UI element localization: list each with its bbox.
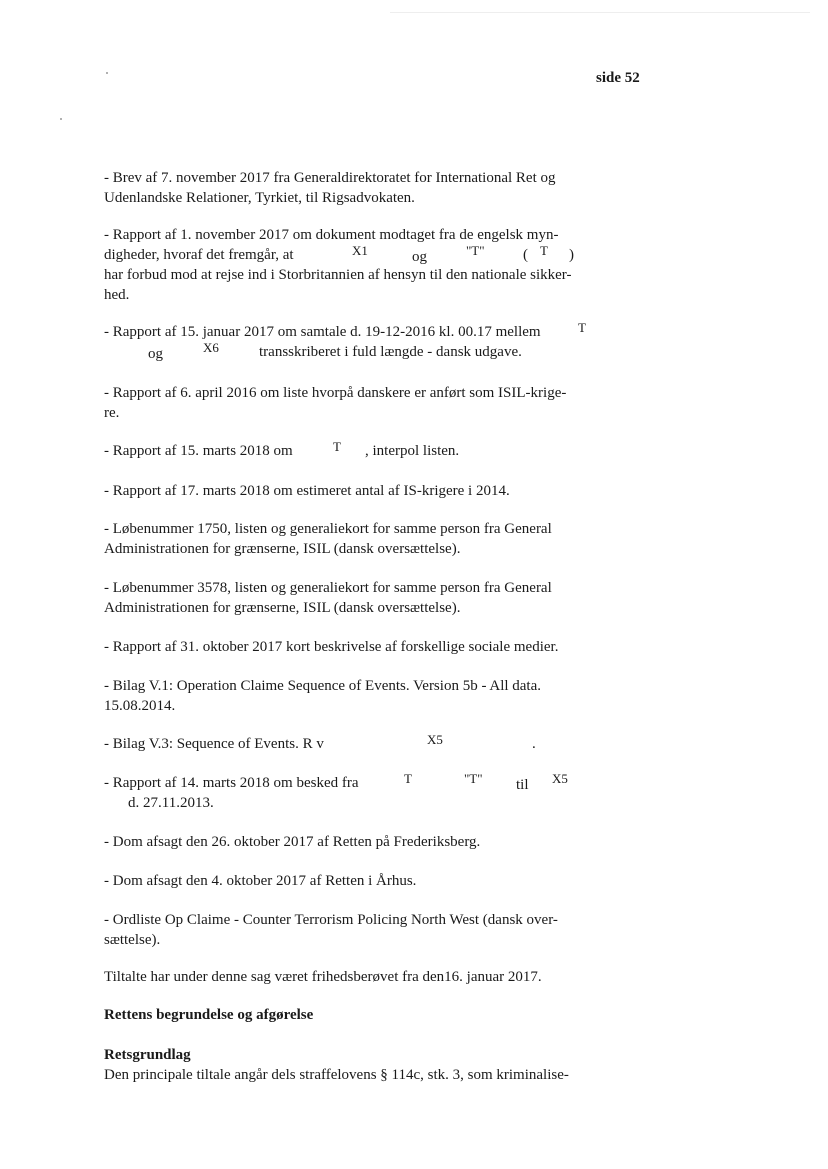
redaction-code: X6 <box>203 340 219 355</box>
redaction-code: "T" <box>464 771 483 786</box>
list-item-line: Udenlandske Relationer, Tyrkiet, til Rigsadvokaten. <box>104 190 415 206</box>
list-item-line: d. 27.11.2013. <box>128 795 214 811</box>
list-item-word: og <box>412 249 427 265</box>
redaction-code: X5 <box>552 771 568 786</box>
list-item-line: Administrationen for grænserne, ISIL (dansk oversættelse). <box>104 600 461 616</box>
paragraph: Tiltalte har under denne sag været frihedsberøvet fra den16. januar 2017. <box>104 969 542 985</box>
list-item: - Bilag V.3: Sequence of Events. R v <box>104 736 324 752</box>
list-item: - Rapport af 31. oktober 2017 kort beskrivelse af forskellige sociale medier. <box>104 639 559 655</box>
list-item-line: digheder, hvoraf det fremgår, at <box>104 247 294 263</box>
list-item: - Dom afsagt den 4. oktober 2017 af Retten i Århus. <box>104 873 417 889</box>
list-item: - Løbenummer 1750, listen og generaliekort for samme person fra General <box>104 521 552 537</box>
list-item-line: transskriberet i fuld længde - dansk udgave. <box>259 344 522 360</box>
subsection-heading: Retsgrundlag <box>104 1047 191 1063</box>
redaction-code: T <box>404 771 412 786</box>
scan-speck <box>106 72 108 74</box>
list-item-word: til <box>516 777 529 793</box>
list-item-line: har forbud mod at rejse ind i Storbritannien af hensyn til den nationale sikker- <box>104 267 572 283</box>
section-heading: Rettens begrundelse og afgørelse <box>104 1007 314 1023</box>
list-item-word: ( <box>523 247 528 263</box>
scan-edge-line <box>390 12 810 13</box>
list-item-line: re. <box>104 405 120 421</box>
redaction-code: T <box>578 320 586 335</box>
list-item: - Løbenummer 3578, listen og generaliekort for samme person fra General <box>104 580 552 596</box>
list-item-line: 15.08.2014. <box>104 698 176 714</box>
list-item: - Rapport af 15. marts 2018 om <box>104 443 293 459</box>
list-item-word: . <box>532 736 536 752</box>
list-item-word: ) <box>569 247 574 263</box>
page-number: side 52 <box>596 70 640 86</box>
scan-speck <box>60 118 62 120</box>
list-item-line: hed. <box>104 287 130 303</box>
list-item: - Bilag V.1: Operation Claime Sequence of Events. Version 5b - All data. <box>104 678 542 694</box>
list-item-word: og <box>148 346 163 362</box>
list-item: - Rapport af 17. marts 2018 om estimeret antal af IS-krigere i 2014. <box>104 483 510 499</box>
list-item: - Rapport af 1. november 2017 om dokument modtaget fra de engelsk myn- <box>104 227 559 243</box>
list-item-line: sættelse). <box>104 932 161 948</box>
list-item: - Dom afsagt den 26. oktober 2017 af Retten på Frederiksberg. <box>104 834 481 850</box>
redaction-code: T <box>333 439 341 454</box>
list-item: - Brev af 7. november 2017 fra Generaldirektoratet for International Ret og <box>104 170 556 186</box>
list-item-line: Administrationen for grænserne, ISIL (dansk oversættelse). <box>104 541 461 557</box>
redaction-code: "T" <box>466 243 485 258</box>
paragraph: Den principale tiltale angår dels straffelovens § 114c, stk. 3, som kriminalise- <box>104 1067 569 1083</box>
list-item: - Rapport af 6. april 2016 om liste hvorpå danskere er anført som ISIL-krige- <box>104 385 567 401</box>
redaction-code: X5 <box>427 732 443 747</box>
redaction-code: T <box>540 243 548 258</box>
list-item: - Rapport af 14. marts 2018 om besked fra <box>104 775 359 791</box>
list-item-word: , interpol listen. <box>365 443 460 459</box>
list-item: - Ordliste Op Claime - Counter Terrorism Policing North West (dansk over- <box>104 912 558 928</box>
redaction-code: X1 <box>352 243 368 258</box>
list-item: - Rapport af 15. januar 2017 om samtale d. 19-12-2016 kl. 00.17 mellem <box>104 324 541 340</box>
